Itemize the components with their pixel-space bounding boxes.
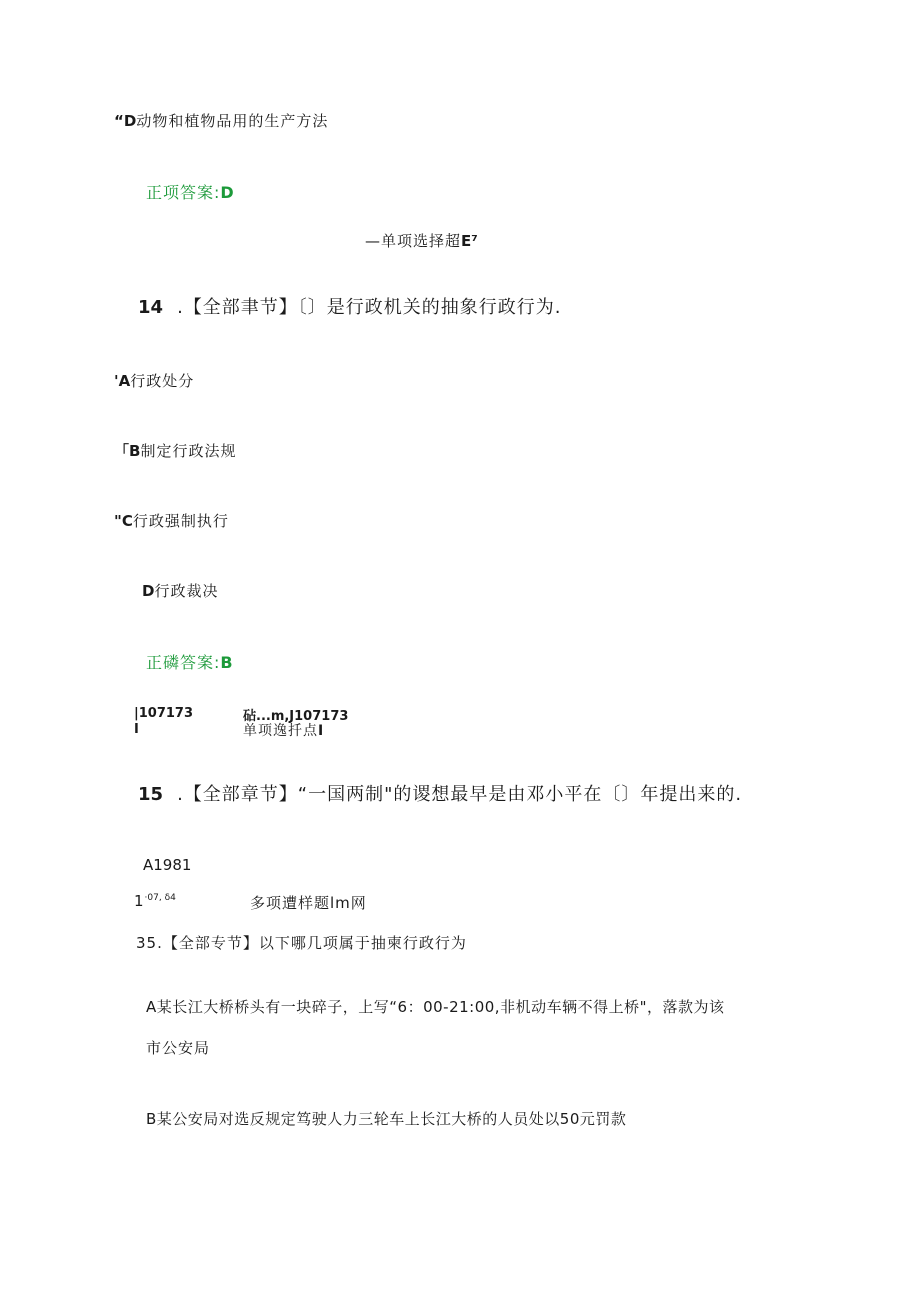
section-suffix: E⁷ bbox=[461, 232, 478, 250]
meta2-left-main: 1 bbox=[134, 892, 145, 910]
q15-text: .【全部章节】“一国两制"的谡想最早是由邓小平在〔〕年提出来的. bbox=[177, 784, 743, 805]
q35-option-a-line2: 市公安局 bbox=[146, 1039, 211, 1057]
q14-option-c-text: 行政强制执行 bbox=[132, 512, 229, 530]
meta1-right-top: 砧...m,J107173 bbox=[243, 709, 349, 724]
q14-number: 14 bbox=[138, 297, 164, 318]
q13-answer-label: 正项答案: bbox=[146, 183, 221, 202]
q14-text: .【全部聿节】〔〕是行政机关的抽象行政行为. bbox=[177, 297, 562, 318]
meta2-left-sup: ·07, δ4 bbox=[144, 893, 176, 903]
q14-correct-answer bbox=[146, 650, 233, 673]
section-header-single-choice bbox=[365, 230, 478, 251]
q35-option-b[interactable]: B某公安局对选反规定笃驶人力三轮车上长江大桥的人员处以50元罚款 bbox=[146, 1110, 627, 1128]
meta1-right-bottom-suffix: I bbox=[318, 723, 324, 739]
q14-answer-label: 正磷答案: bbox=[146, 653, 221, 672]
q14-option-b-text: 制定行政法规 bbox=[140, 442, 237, 460]
q13-correct-answer bbox=[146, 180, 234, 203]
meta1-right-bottom bbox=[243, 720, 323, 740]
section-title: —单项选择超 bbox=[365, 232, 462, 250]
q14-option-d-text: 行政裁决 bbox=[154, 582, 219, 600]
meta1-left-top: |107173 bbox=[134, 706, 194, 721]
meta1-right-bottom-text: 单项逸扦点 bbox=[243, 723, 318, 739]
q14-answer-value: B bbox=[220, 653, 233, 672]
q14-option-b[interactable] bbox=[114, 440, 236, 461]
q14-option-b-prefix: 「B bbox=[114, 442, 141, 460]
meta2-right: 多项遭样题lm网 bbox=[250, 894, 367, 912]
q14-option-d[interactable] bbox=[142, 580, 218, 601]
q13-answer-value: D bbox=[220, 183, 234, 202]
q14-title bbox=[138, 293, 562, 319]
q14-option-a-text: 行政处分 bbox=[130, 372, 195, 390]
q15-option-a[interactable]: A1981 bbox=[143, 856, 192, 874]
q13-option-d-prefix: “D bbox=[114, 112, 137, 130]
q14-option-d-prefix: D bbox=[142, 582, 155, 600]
meta1-left-bottom: I bbox=[134, 722, 139, 737]
q35-title: 35.【全部专节】以下哪几项属于抽柬行政行为 bbox=[136, 934, 467, 952]
q14-option-c[interactable] bbox=[114, 510, 229, 531]
q14-option-c-prefix: "C bbox=[114, 512, 133, 530]
q15-title bbox=[138, 780, 742, 806]
q15-number: 15 bbox=[138, 784, 164, 805]
q35-option-a-line1[interactable]: A某长江大桥桥头有一块碎子，上写“6：00-21:00,非机动车辆不得上桥"，落款为该 bbox=[146, 998, 725, 1016]
q14-option-a[interactable] bbox=[114, 370, 194, 391]
q13-option-d bbox=[114, 110, 328, 131]
q13-option-d-text: 动物和植物品用的生产方法 bbox=[136, 112, 329, 130]
q14-option-a-prefix: 'A bbox=[114, 372, 131, 390]
meta2-left bbox=[134, 892, 176, 910]
